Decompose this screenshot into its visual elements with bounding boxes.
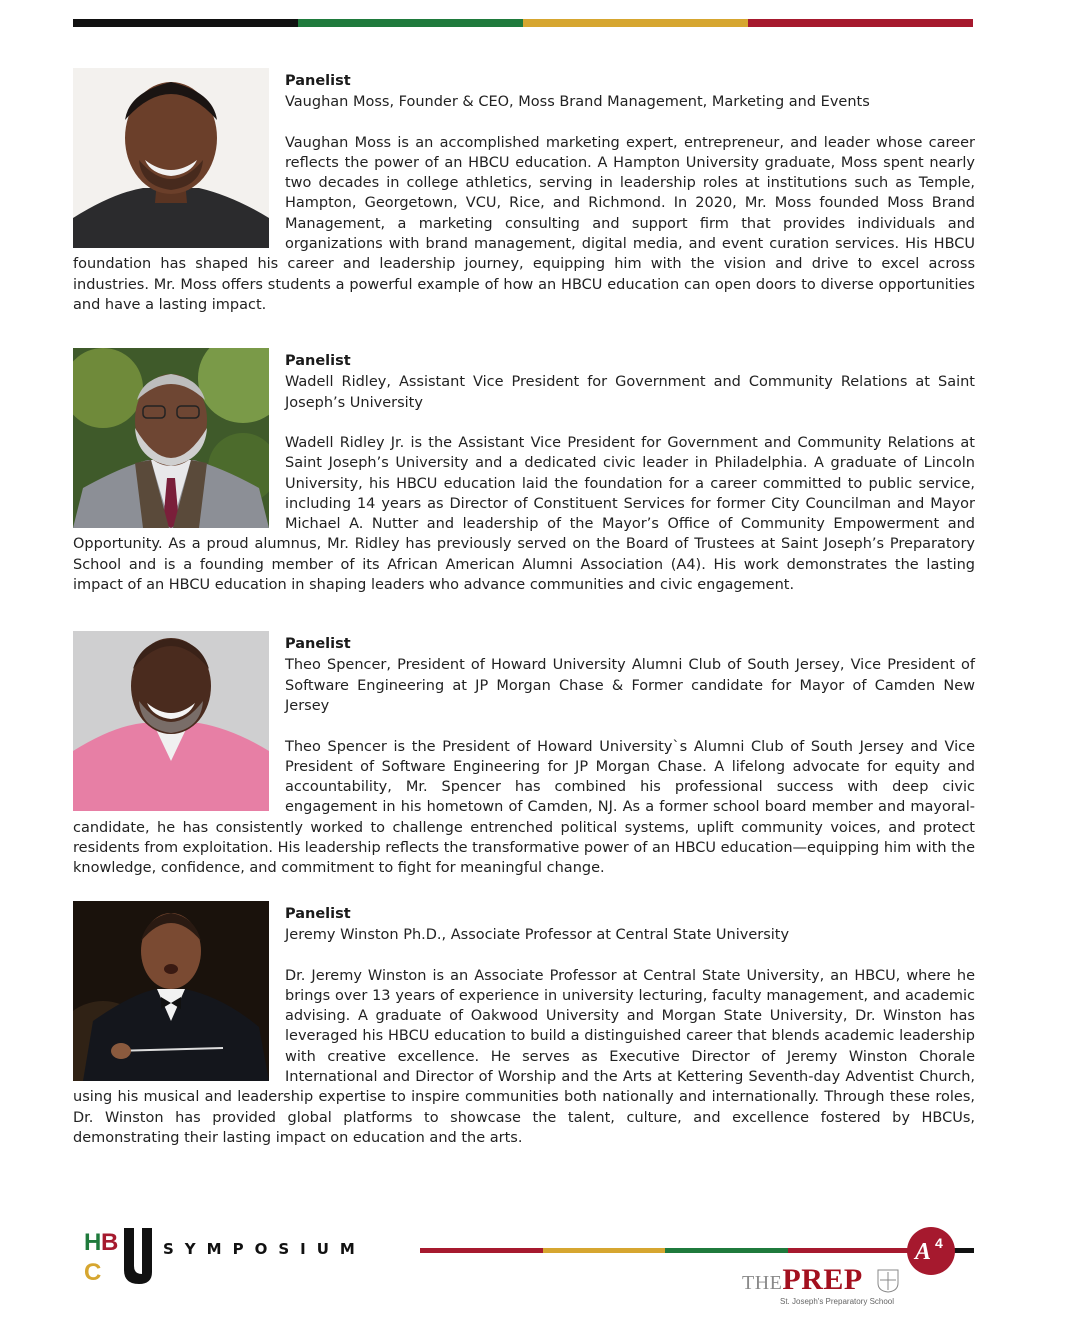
panelist-card (73, 68, 975, 315)
svg-text:H: H (84, 1229, 102, 1256)
a4-logo-icon (906, 1226, 956, 1276)
svg-text:A: A (915, 1239, 932, 1265)
panelist-card (73, 631, 975, 879)
svg-text:4: 4 (935, 1235, 943, 1251)
panelist-label: Panelist (285, 353, 351, 369)
panelist-bio: Vaughan Moss is an accomplished marketing expert, entrepreneur, and leader whose career reflects the power of an HBCU education. A Hampton University graduate, Moss spent nearly two decades in college athletics, serving in leadership roles at institutions such as Temple, Hampton, Georgetown, VCU, Rice, and Richmond. In 2020, Mr. Moss founded Moss Brand Management, a marketing consulting and support firm that provides individuals and organizations with brand management, digital media, and event curation services. His HBCU foundation has shaped his career and leadership journey, equipping him with the vision and drive to excel across industries. Mr. Moss offers students a powerful example of how an HBCU education can open doors to diverse opportunities and have a lasting impact. (73, 134, 975, 313)
svg-text:B: B (101, 1229, 119, 1256)
panelist-card (73, 901, 975, 1148)
prep-crest-icon (877, 1269, 899, 1293)
prep-the: THE (742, 1272, 783, 1294)
panelist-subtitle: Theo Spencer, President of Howard University Alumni Club of South Jersey, Vice President of Software Engineering at JP Morgan Chase & Former candidate for Mayor of Camden New Jersey (285, 657, 975, 714)
panelist-bio: Theo Spencer is the President of Howard University`s Alumni Club of South Jersey and Vice President of Software Engineering for JP Morgan Chase. A lifelong advocate for equity and accountability, Mr. Spencer has combined his professional success with deep civic engagement in his hometown of Camden, NJ. As a former school board member and mayoral-candidate, he has consistently worked to challenge entrenched political systems, uplift community voices, and protect residents from exploitation. His leadership reflects the transformative power of an HBCU education—equipping him with the knowledge, confidence, and commitment to fight for meaningful change. (73, 738, 975, 877)
prep-subtitle: St. Joseph's Preparatory School (780, 1297, 895, 1306)
hbcu-logo-icon (84, 1226, 154, 1284)
svg-text:C: C (84, 1259, 102, 1284)
panelist-subtitle: Jeremy Winston Ph.D., Associate Professor at Central State University (285, 927, 790, 943)
panelist-label: Panelist (285, 636, 351, 652)
panelist-card (73, 348, 975, 595)
panelist-bio: Dr. Jeremy Winston is an Associate Professor at Central State University, an HBCU, where he brings over 13 years of experience in university lecturing, faculty management, and academic advising. A graduate of Oakwood University and Morgan State University, Dr. Winston has leveraged his HBCU education to build a distinguished career that blends academic leadership with creative excellence. He serves as Executive Director of Jeremy Winston Chorale International and Director of Worship and the Arts at Kettering Seventh-day Adventist Church, using his musical and leadership expertise to inspire communities both nationally and internationally. Through these roles, Dr. Winston has provided global platforms to showcase the talent, culture, and excellence fostered by HBCUs, demonstrating their lasting impact on education and the arts. (73, 967, 975, 1146)
prep-word: PREP (782, 1263, 863, 1296)
portrait-wadell-ridley-icon (73, 348, 269, 528)
symposium-title: SYMPOSIUM (163, 1240, 366, 1258)
panelist-bio: Wadell Ridley Jr. is the Assistant Vice President for Government and Community Relations at Saint Joseph’s University and a dedicated civic leader in Philadelphia. A graduate of Lincoln University, his HBCU education laid the foundation for a career committed to public service, including 14 years as Director of Constituent Services for former City Councilman and Mayor Michael A. Nutter and leadership of the Mayor’s Office of Community Empowerment and Opportunity. As a proud alumnus, Mr. Ridley has previously served on the Board of Trustees at Saint Joseph’s Preparatory School and is a founding member of its African American Alumni Association (A4). His work demonstrates the lasting impact of an HBCU education in shaping leaders who advance communities and civic engagement. (73, 435, 975, 594)
panelist-label: Panelist (285, 73, 351, 89)
portrait-jeremy-winston-icon (73, 901, 269, 1081)
panelist-subtitle: Wadell Ridley, Assistant Vice President for Government and Community Relations at Saint Joseph’s University (285, 374, 975, 411)
panelist-label: Panelist (285, 906, 351, 922)
portrait-theo-spencer-icon (73, 631, 269, 811)
the-prep-logo (742, 1263, 863, 1297)
top-color-bar (73, 19, 973, 27)
panelist-subtitle: Vaughan Moss, Founder & CEO, Moss Brand Management, Marketing and Events (285, 94, 870, 110)
portrait-vaughan-moss-icon (73, 68, 269, 248)
footer-color-bar (420, 1248, 910, 1253)
